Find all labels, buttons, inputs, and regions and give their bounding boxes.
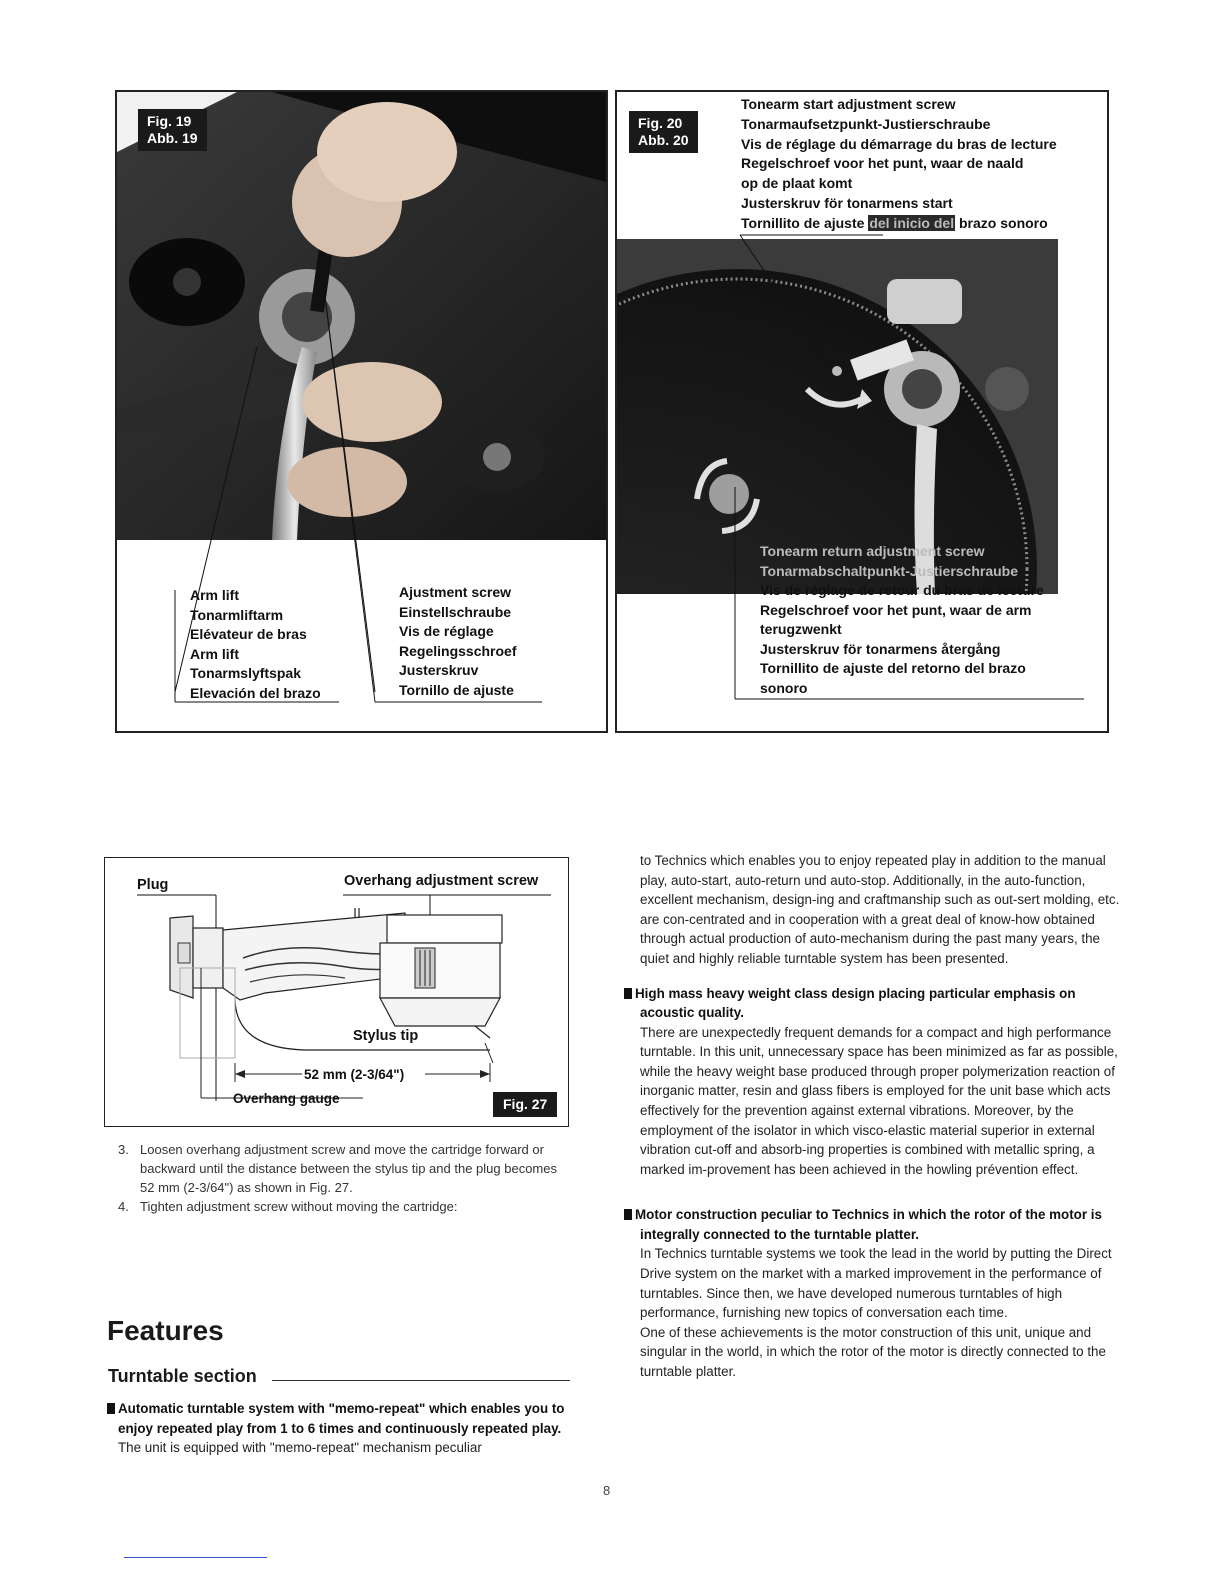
section-rule bbox=[272, 1380, 570, 1381]
adjustment-screw-label: Regelingsschroef bbox=[399, 642, 517, 659]
memo-repeat-body: The unit is equipped with "memo-repeat" mechanism peculiar bbox=[118, 1440, 482, 1455]
return-screw-label: Tonearm return adjustment screw bbox=[760, 543, 985, 559]
fig20-tag bbox=[629, 111, 698, 153]
arm-lift-label: Elévateur de bras bbox=[190, 626, 307, 642]
return-screw-label: Vis de réglage de retour du bras de lecture bbox=[760, 582, 1044, 598]
step-item bbox=[118, 1197, 568, 1216]
mass-heading bbox=[635, 984, 1124, 1023]
fig27-figure bbox=[104, 857, 569, 1127]
start-screw-label: Justerskruv för tonarmens start bbox=[741, 194, 953, 211]
motor-body-2: One of these achievements is the motor construction of this unit, unique and singular in the world, in which the rotor of the motor is directly connected to the turntable platter. bbox=[640, 1324, 1106, 1379]
start-screw-label: Tonarmaufsetzpunkt-Justierschraube bbox=[741, 115, 991, 132]
fig27-plug-label: Plug bbox=[137, 877, 169, 893]
fig19-tag-line2: Abb. 19 bbox=[147, 130, 198, 146]
return-screw-label: terugzwenkt bbox=[760, 621, 842, 637]
fig27-tag: Fig. 27 bbox=[493, 1092, 557, 1117]
start-screw-spanish-post: brazo sonoro bbox=[955, 214, 1048, 231]
start-screw-labels bbox=[741, 95, 1057, 234]
fig20-tag-line1: Fig. 20 bbox=[638, 115, 683, 131]
page-number: 8 bbox=[603, 1483, 611, 1498]
section-title: Turntable section bbox=[108, 1366, 257, 1386]
step-text: Tighten adjustment screw without moving the cartridge: bbox=[140, 1199, 458, 1214]
fig27-stylus-tip-label: Stylus tip bbox=[353, 1028, 419, 1044]
return-screw-label: Tonarmabschaltpunkt-Justierschraube bbox=[760, 562, 1019, 579]
mass-body: There are unexpectedly frequent demands for a compact and high performance turntable. In this unit, unnecessary space has been minimized as far as possible, while the heavy weight base produced through proper polymerization reaction of inorganic matter, resin and glass fibers is employed for the unit base which acts effectively for the prevention against external vibrations. Moreover, by the employment of the isolator in which visco-elastic material superior in external vibration cut-off and absorb-ing properties is combined with metallic spring, a marked im-provement has been achieved in the howling prévention effect. bbox=[640, 1024, 1118, 1177]
start-screw-label: Tonearm start adjustment screw bbox=[741, 96, 956, 112]
return-screw-labels bbox=[760, 542, 1044, 698]
bullet-square bbox=[107, 1403, 115, 1414]
fig27-dimension-label: 52 mm (2-3/64") bbox=[304, 1067, 405, 1082]
memo-repeat-heading-text: Automatic turntable system with "memo-repeat" which enables you to enjoy repeated play from 1 to 6 times and continuously repeated play. bbox=[118, 1401, 565, 1436]
fig19-tag bbox=[138, 109, 207, 151]
step-number: 3. bbox=[118, 1142, 129, 1157]
return-screw-label: Justerskruv för tonarmens återgång bbox=[760, 640, 1001, 657]
arm-lift-label: Elevación del brazo bbox=[190, 684, 321, 701]
start-screw-spanish-highlight: del inicio del bbox=[869, 214, 955, 231]
mass-heading-text: High mass heavy weight class design placing particular emphasis on acoustic quality. bbox=[635, 985, 1076, 1021]
return-screw-label: Regelschroef voor het punt, waar de arm bbox=[760, 601, 1032, 618]
motor-heading bbox=[635, 1205, 1124, 1244]
arm-lift-label: Arm lift bbox=[190, 645, 239, 662]
motor-body-1: In Technics turntable systems we took the lead in the world by putting the Direct Drive system on the market with a marked improvement in the performance of turntables. Since then, we have developed numerous turntables of high performance, furnishing new topics of conversation each time. bbox=[640, 1246, 1112, 1321]
start-screw-label: Vis de réglage du démarrage du bras de lecture bbox=[741, 135, 1057, 152]
motor-heading-text: Motor construction peculiar to Technics in which the rotor of the motor is integrally connected to the turntable platter. bbox=[635, 1207, 1102, 1242]
start-screw-label-spanish bbox=[741, 214, 1057, 234]
step-text: Loosen overhang adjustment screw and move the cartridge forward or backward until the distance between the stylus tip and the plug becomes 52 mm (2-3/64") as shown in Fig. 27. bbox=[140, 1142, 557, 1195]
arm-lift-label: Tonarmliftarm bbox=[190, 606, 284, 623]
adjustment-screw-labels bbox=[399, 583, 516, 700]
features-right-column bbox=[635, 851, 1124, 1381]
fig20-figure bbox=[615, 90, 1109, 733]
intro-paragraph: to Technics which enables you to enjoy repeated play in addition to the manual play, auto-start, auto-return und auto-stop. Additionally, in the auto-function, excellent mechanism, design-ing and craftmanship such as out-sert molding, etc. are con-centrated and in cooperation with a great deal of know-how obtained through actual production of auto-mechanism during the past many years, the quiet and highly reliable turntable system has been presented. bbox=[640, 853, 1120, 966]
start-screw-label: op de plaat komt bbox=[741, 175, 853, 192]
start-screw-spanish-pre: Tornillito de ajuste bbox=[741, 214, 869, 231]
step-item bbox=[118, 1140, 568, 1197]
return-screw-label: Tornillito de ajuste del retorno del brazo bbox=[760, 660, 1026, 676]
step-number: 4. bbox=[118, 1199, 129, 1214]
bullet-square bbox=[624, 988, 632, 999]
fig27-diagram bbox=[105, 858, 568, 1126]
return-screw-label: sonoro bbox=[760, 679, 808, 696]
fig27-overhang-screw-label: Overhang adjustment screw bbox=[344, 873, 539, 889]
fig27-overhang-gauge-label: Overhang gauge bbox=[233, 1091, 340, 1106]
fig20-tag-line2: Abb. 20 bbox=[638, 132, 689, 148]
fig19-figure bbox=[115, 90, 608, 733]
adjustment-steps bbox=[118, 1140, 568, 1216]
fig19-tag-line1: Fig. 19 bbox=[147, 113, 192, 129]
start-screw-label: Regelschroef voor het punt, waar de naald bbox=[741, 155, 1024, 172]
features-left-column bbox=[118, 1399, 586, 1458]
arm-lift-label: Tonarmslyftspak bbox=[190, 665, 301, 681]
bullet-square bbox=[624, 1209, 632, 1220]
adjustment-screw-label: Tornillo de ajuste bbox=[399, 681, 514, 698]
memo-repeat-heading bbox=[118, 1399, 586, 1438]
arm-lift-label: Arm lift bbox=[190, 587, 239, 603]
adjustment-screw-label: Ajustment screw bbox=[399, 584, 512, 600]
features-title: Features bbox=[107, 1315, 224, 1346]
adjustment-screw-label: Vis de réglage bbox=[399, 623, 494, 639]
arm-lift-labels bbox=[190, 586, 321, 703]
footer-link-line bbox=[124, 1557, 267, 1558]
adjustment-screw-label: Einstellschraube bbox=[399, 603, 512, 620]
adjustment-screw-label: Justerskruv bbox=[399, 662, 479, 678]
